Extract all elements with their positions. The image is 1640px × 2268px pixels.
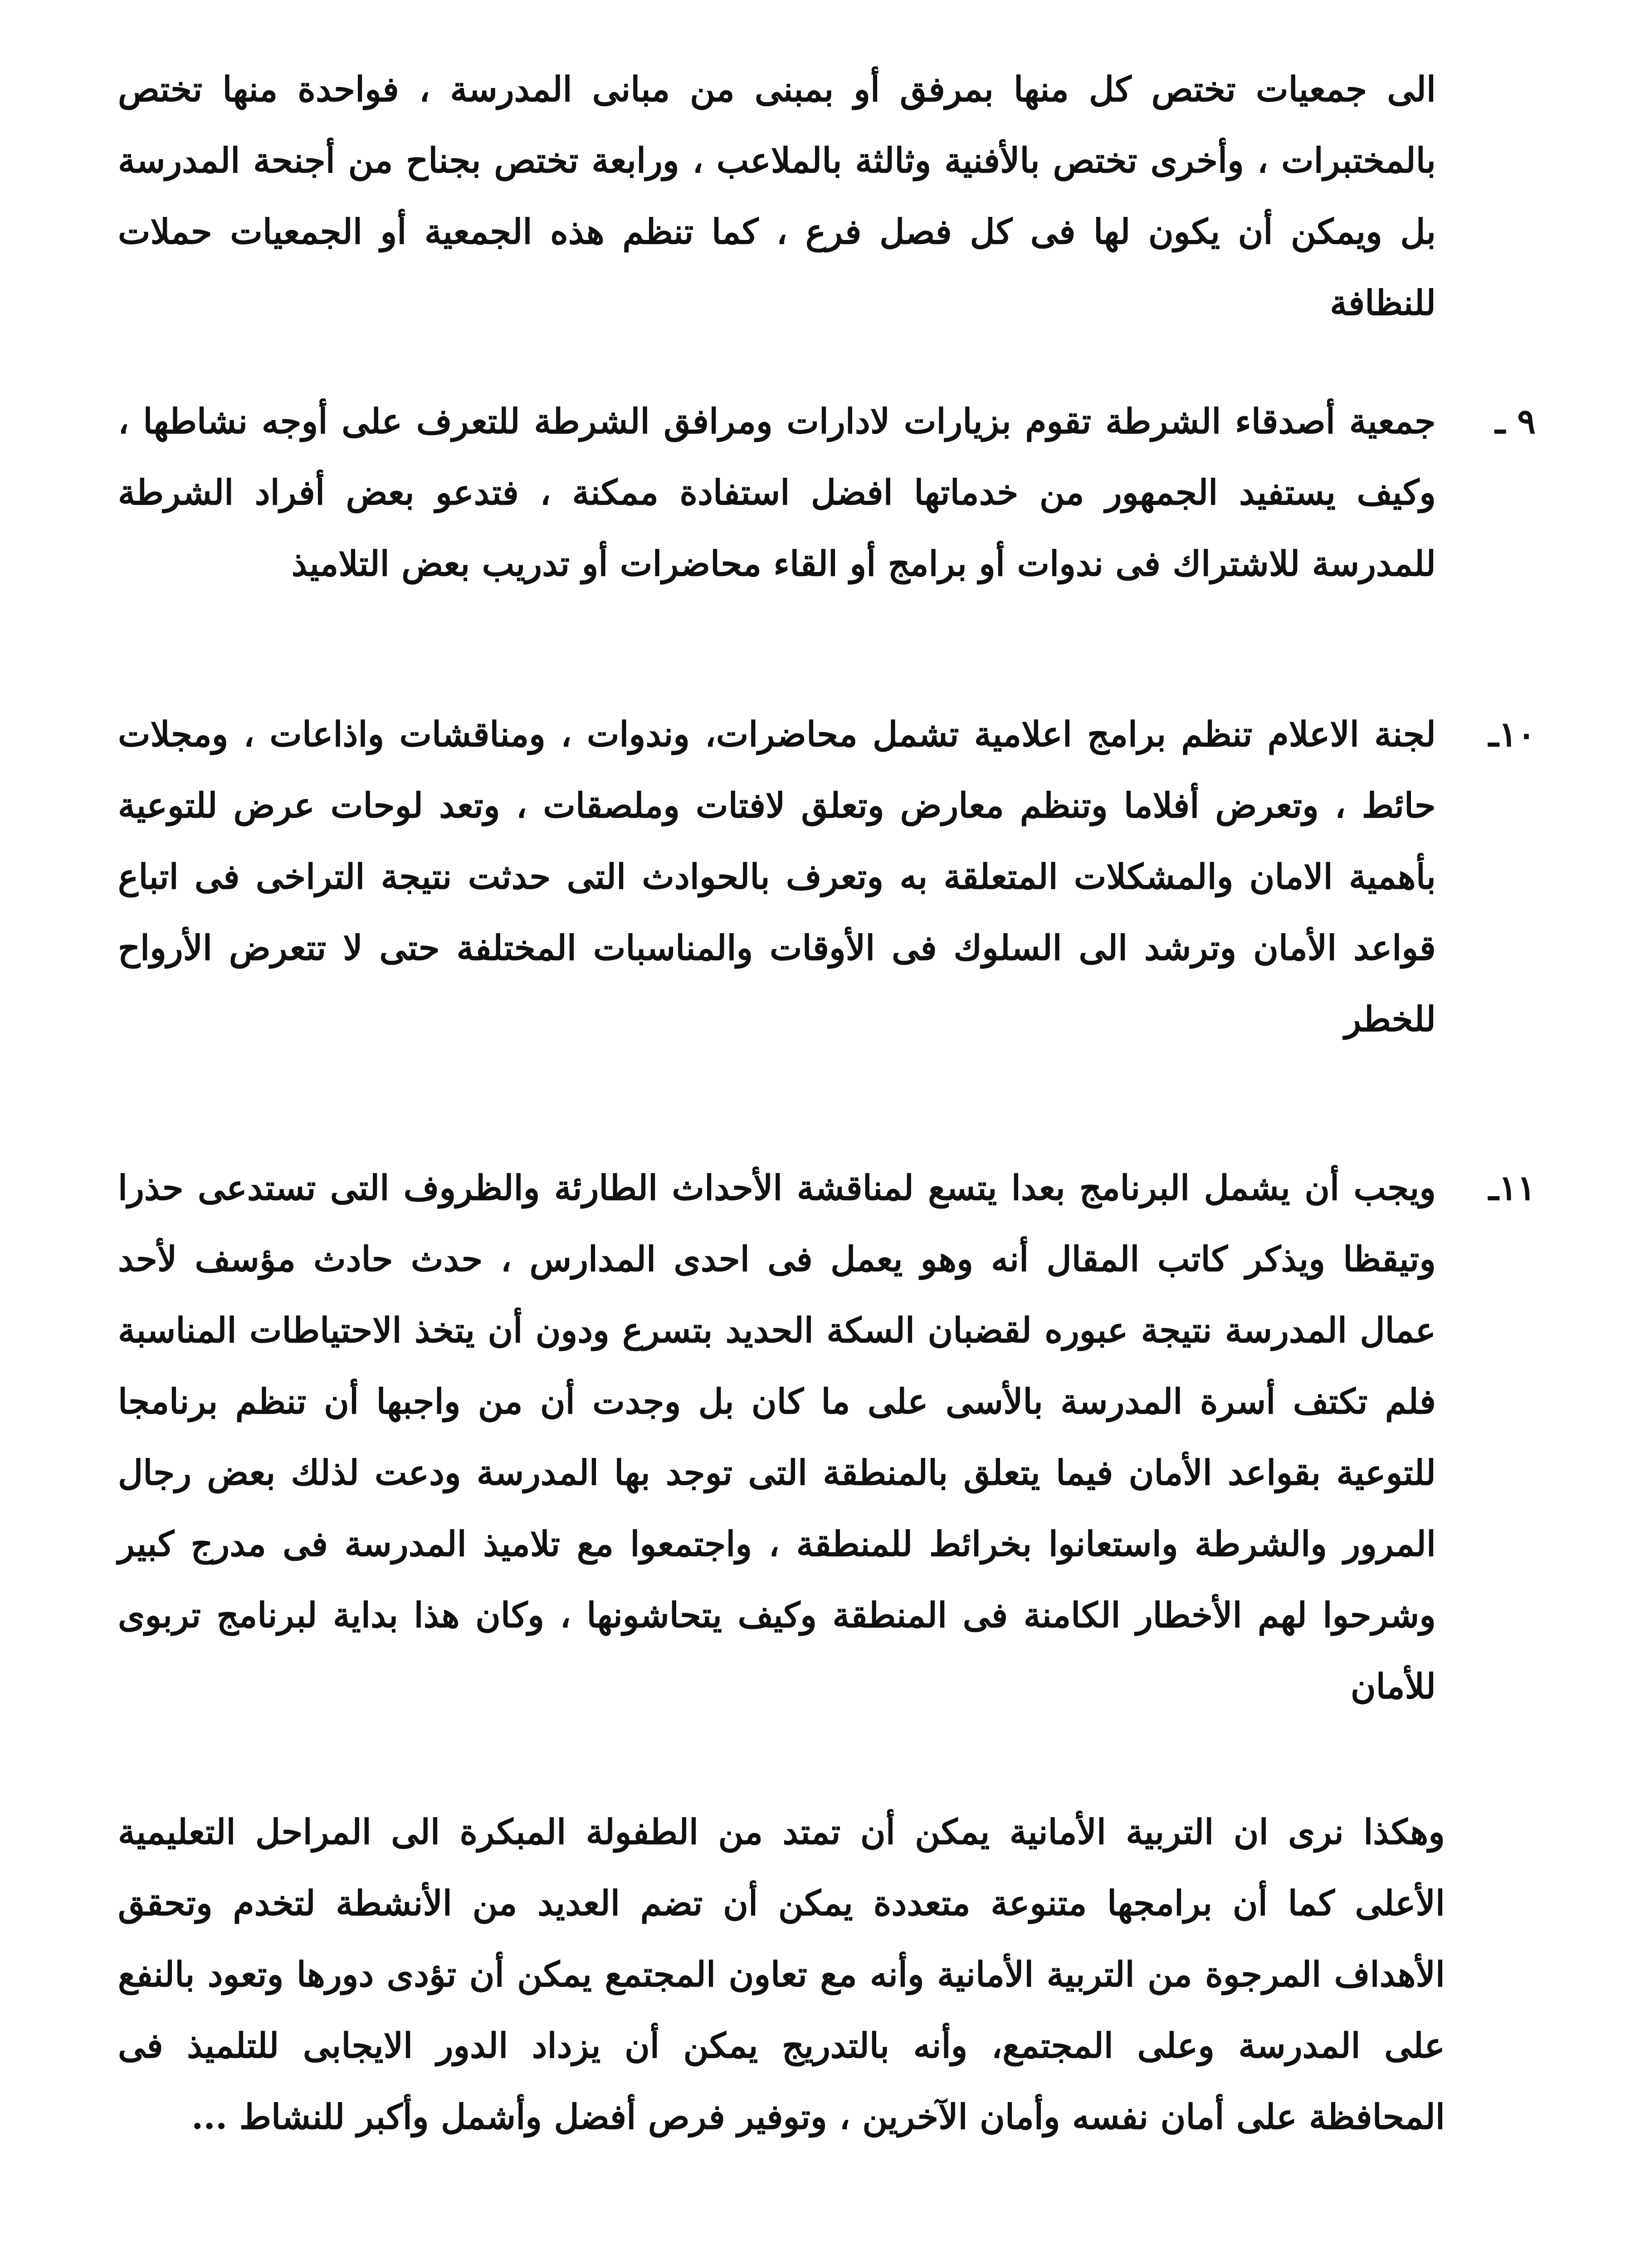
list-item-text: ويجب أن يشمل البرنامج بعدا يتسع لمناقشة الأحداث الطارئة والظروف التى تستدعى حذرا وتيقظا ويذكر كاتب المقال أنه وهو يعمل فى احدى المدارس ، حدث حادث مؤسف لأحد عمال المدرسة نتيجة عبوره لقضبان السكة الحديد بتسرع ودون أن يتخذ الاحتياطات المناسبة فلم تكتف أسرة المدرسة بالأسى على ما كان بل وجدت أن من واجبها أن تنظم برنامجا للتوعية بقواعد الأمان فيما يتعلق بالمنطقة التى توجد بها المدرسة ودعت لذلك بعض رجال المرور والشرطة واستعانوا بخرائط للمنطقة ، واجتمعوا مع تلاميذ المدرسة فى مدرج كبير وشرحوا لهم الأخطار الكامنة فى المنطقة وكيف يتحاشونها ، وكان هذا بداية لبرنامج تربوى للأمان bbox=[118, 1168, 1436, 1706]
intro-paragraph-text: الى جمعيات تختص كل منها بمرفق أو بمبنى من مبانى المدرسة ، فواحدة منها تختص بالمختبرات ، وأخرى تختص بالأفنية وثالثة بالملاعب ، ورابعة تختص بجناح من أجنحة المدرسة بل ويمكن أن يكون لها فى كل فصل فرع ، كما تنظم هذه الجمعية أو الجمعيات حملات للنظافة bbox=[118, 69, 1436, 323]
list-item bbox=[118, 386, 1536, 599]
conclusion-paragraph bbox=[118, 1796, 1445, 2152]
list-item-number: ٩ ـ bbox=[1495, 401, 1536, 441]
list-item-number: ١١ـ bbox=[1489, 1168, 1536, 1208]
list-item-text: لجنة الاعلام تنظم برامج اعلامية تشمل محاضرات، وندوات ، ومناقشات واذاعات ، ومجلات حائط ، وتعرض أفلاما وتنظم معارض وتعلق لافتات وملصقات ، وتعد لوحات عرض للتوعية بأهمية الامان والمشكلات المتعلقة به وتعرف بالحوادث التى حدثت نتيجة التراخى فى اتباع قواعد الأمان وترشد الى السلوك فى الأوقات والمناسبات المختلفة حتى لا تتعرض الأرواح للخطر bbox=[118, 714, 1436, 1039]
conclusion-paragraph-text: وهكذا نرى ان التربية الأمانية يمكن أن تمتد من الطفولة المبكرة الى المراحل التعليمية الأعلى كما أن برامجها متنوعة متعددة يمكن أن تضم العديد من الأنشطة لتخدم وتحقق الأهداف المرجوة من التربية الأمانية وأنه مع تعاون المجتمع يمكن أن تؤدى دورها وتعود بالنفع على المدرسة وعلى المجتمع، وأنه بالتدريج يمكن أن يزداد الدور الايجابى للتلميذ فى المحافظة على أمان نفسه وأمان الآخرين ، وتوفير فرص أفضل وأشمل وأكبر للنشاط ... bbox=[118, 1812, 1445, 2137]
list-item bbox=[118, 699, 1536, 1055]
intro-paragraph bbox=[118, 54, 1436, 338]
list-item-number: ١٠ـ bbox=[1489, 714, 1536, 754]
list-item bbox=[118, 1152, 1536, 1722]
list-item-text: جمعية أصدقاء الشرطة تقوم بزيارات لادارات ومرافق الشرطة للتعرف على أوجه نشاطها ، وكيف يستفيد الجمهور من خدماتها افضل استفادة ممكنة ، فتدعو بعض أفراد الشرطة للمدرسة للاشتراك فى ندوات أو برامج أو القاء محاضرات أو تدريب بعض التلاميذ bbox=[118, 401, 1436, 584]
